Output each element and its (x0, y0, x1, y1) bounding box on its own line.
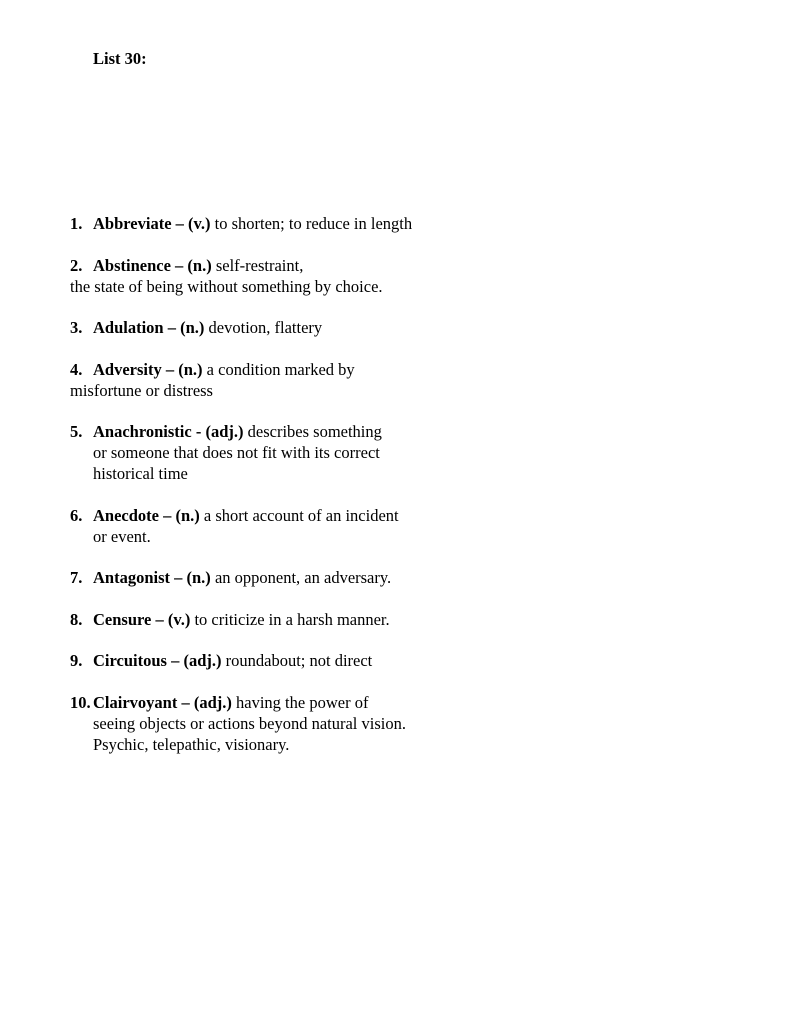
entry-definition: devotion, flattery (204, 318, 323, 337)
entry-part-of-speech: (n.) (178, 360, 203, 379)
entry-number: 9. (70, 651, 83, 670)
entry-separator: – (177, 693, 194, 712)
entry-separator: – (161, 360, 179, 379)
vocab-entry-censure (70, 609, 390, 630)
entry-number: 3. (70, 318, 83, 337)
entry-definition-continuation: or someone that does not fit with its correct (93, 443, 380, 462)
vocab-entry-anachronistic (70, 421, 382, 484)
entry-term: Adulation (93, 318, 164, 337)
entry-number: 1. (70, 214, 83, 233)
entry-separator: – (166, 651, 184, 670)
entry-term: Adversity (93, 360, 162, 379)
entry-term: Censure (93, 610, 152, 629)
entry-separator: – (151, 610, 168, 629)
entry-term: Anecdote (93, 506, 159, 525)
entry-number: 6. (70, 506, 83, 525)
entry-separator: – (170, 568, 187, 587)
entry-definition: a short account of an incident (199, 506, 399, 525)
entry-part-of-speech: (n.) (175, 506, 200, 525)
list-title: List 30: (93, 49, 147, 68)
vocab-entry-adulation (70, 317, 322, 338)
entry-term: Anachronistic (93, 422, 192, 441)
vocab-entry-anecdote (70, 505, 399, 547)
entry-definition: to criticize in a harsh manner. (190, 610, 390, 629)
entry-number: 10. (70, 693, 91, 712)
entry-part-of-speech: (adj.) (205, 422, 244, 441)
entry-definition: to shorten; to reduce in length (210, 214, 413, 233)
entry-part-of-speech: (n.) (187, 256, 212, 275)
entry-definition-continuation: seeing objects or actions beyond natural vision. (93, 714, 406, 733)
entry-term: Abbreviate (93, 214, 172, 233)
vocab-entry-clairvoyant (70, 692, 406, 755)
vocab-entry-adversity (70, 359, 355, 401)
vocab-entry-circuitous (70, 650, 372, 671)
vocab-entry-antagonist (70, 567, 391, 588)
entry-number: 4. (70, 360, 83, 379)
entry-definition-continuation: misfortune or distress (70, 381, 213, 400)
entry-term: Antagonist (93, 568, 171, 587)
entry-definition: describes something (243, 422, 382, 441)
entry-separator: - (191, 422, 206, 441)
vocab-entry-abstinence (70, 255, 383, 297)
entry-part-of-speech: (n.) (180, 318, 205, 337)
entry-term: Abstinence (93, 256, 171, 275)
entry-number: 2. (70, 256, 83, 275)
entry-part-of-speech: (v.) (167, 610, 191, 629)
entry-part-of-speech: (adj.) (193, 693, 232, 712)
entry-part-of-speech: (adj.) (183, 651, 222, 670)
entry-part-of-speech: (v.) (188, 214, 211, 233)
entry-definition-continuation: the state of being without something by choice. (70, 277, 383, 296)
vocab-entry-abbreviate (70, 213, 412, 234)
entry-definition: roundabout; not direct (221, 651, 373, 670)
entry-definition: an opponent, an adversary. (210, 568, 392, 587)
entry-definition-continuation: or event. (93, 527, 151, 546)
entry-definition: a condition marked by (202, 360, 355, 379)
entry-definition-continuation: Psychic, telepathic, visionary. (93, 735, 290, 754)
entry-separator: – (163, 318, 181, 337)
entry-separator: – (170, 256, 188, 275)
entry-definition: self-restraint, (211, 256, 304, 275)
entry-number: 5. (70, 422, 83, 441)
entry-definition-continuation: historical time (93, 464, 188, 483)
entry-separator: – (171, 214, 189, 233)
entry-separator: – (158, 506, 176, 525)
entry-part-of-speech: (n.) (186, 568, 211, 587)
entry-term: Circuitous (93, 651, 167, 670)
entry-term: Clairvoyant (93, 693, 178, 712)
entry-definition: having the power of (231, 693, 369, 712)
entry-number: 8. (70, 610, 83, 629)
entry-number: 7. (70, 568, 83, 587)
